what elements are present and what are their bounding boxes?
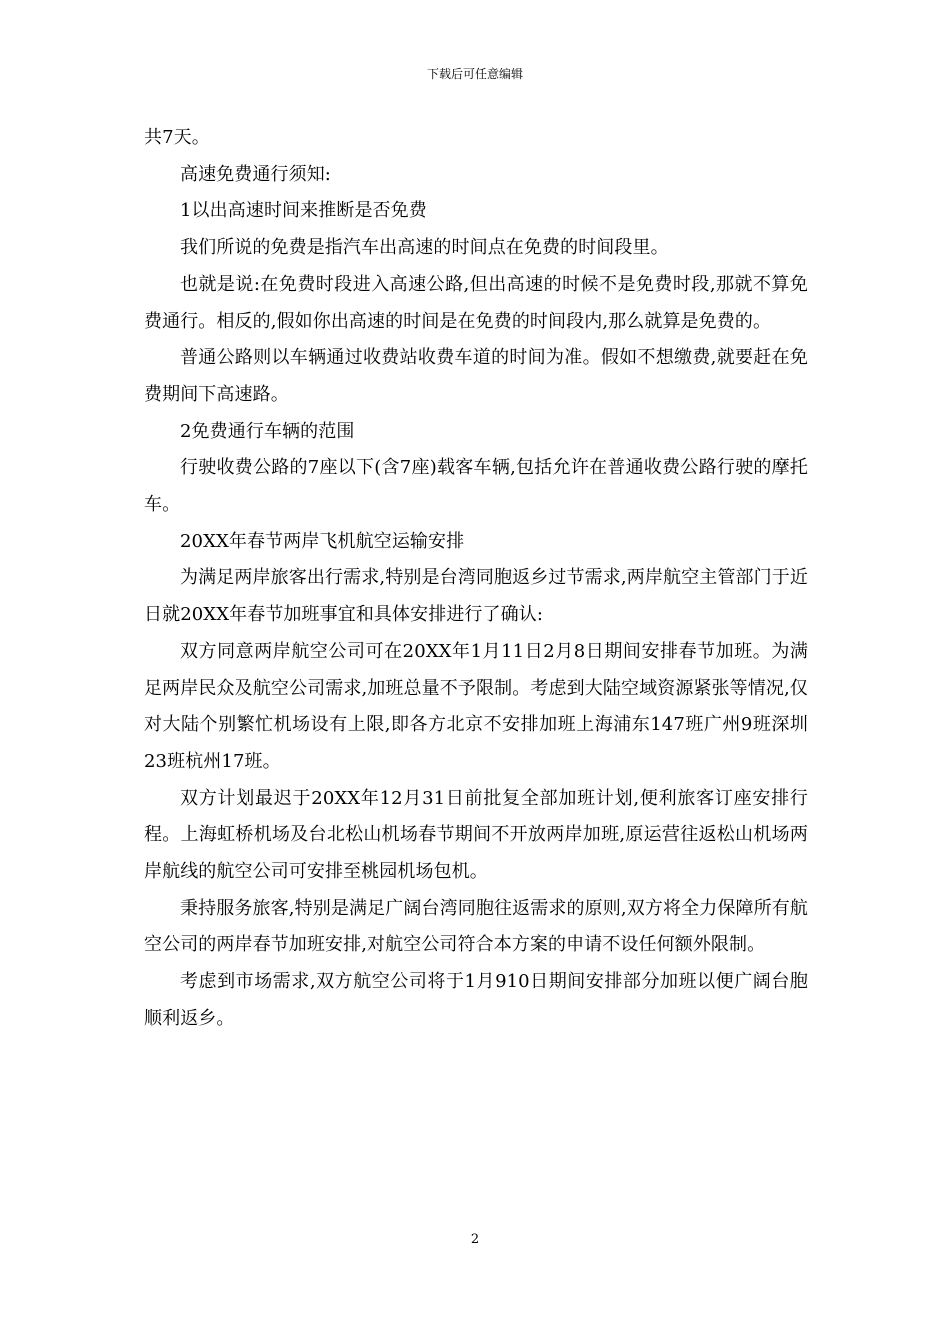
paragraph-13: 秉持服务旅客,特别是满足广阔台湾同胞往返需求的原则,双方将全力保障所有航空公司的两岸春节加班安排,对航空公司符合本方案的申请不设任何额外限制。	[144, 897, 808, 956]
paragraph-8: 行驶收费公路的7座以下(含7座)载客车辆,包括允许在普通收费公路行驶的摩托车。	[144, 457, 808, 516]
document-body	[144, 120, 808, 1038]
paragraph-5: 也就是说:在免费时段进入高速公路,但出高速的时候不是免费时段,那就不算免费通行。相反的,假如你出高速的时间是在免费的时间段内,那么就算是免费的。	[144, 273, 808, 332]
paragraph-7: 2免费通行车辆的范围	[180, 420, 355, 442]
paragraph-2: 高速免费通行须知:	[180, 163, 331, 185]
paragraph-9: 20XX年春节两岸飞机航空运输安排	[180, 530, 465, 552]
page-header: 下载后可任意编辑	[426, 67, 523, 81]
paragraph-12: 双方计划最迟于20XX年12月31日前批复全部加班计划,便利旅客订座安排行程。上海虹桥机场及台北松山机场春节期间不开放两岸加班,原运营往返松山机场两岸航线的航空公司可安排至桃园机场包机。	[144, 787, 808, 883]
paragraph-3: 1以出高速时间来推断是否免费	[180, 200, 427, 222]
paragraph-6: 普通公路则以车辆通过收费站收费车道的时间为准。假如不想缴费,就要赶在免费期间下高速路。	[144, 347, 808, 405]
page-number: 2	[470, 1232, 480, 1247]
paragraph-1: 共7天。	[144, 127, 210, 148]
paragraph-10: 为满足两岸旅客出行需求,特别是台湾同胞返乡过节需求,两岸航空主管部门于近日就20XX年春节加班事宜和具体安排进行了确认:	[144, 567, 808, 626]
paragraph-4: 我们所说的免费是指汽车出高速的时间点在免费的时间段里。	[180, 237, 669, 259]
paragraph-14: 考虑到市场需求,双方航空公司将于1月910日期间安排部分加班以便广阔台胞顺利返乡。	[144, 971, 808, 1029]
paragraph-11: 双方同意两岸航空公司可在20XX年1月11日2月8日期间安排春节加班。为满足两岸民众及航空公司需求,加班总量不予限制。考虑到大陆空域资源紧张等情况,仅对大陆个别繁忙机场设有上限,即各方北京不安排加班上海浦东147班广州9班深圳23班杭州17班。	[144, 640, 808, 772]
